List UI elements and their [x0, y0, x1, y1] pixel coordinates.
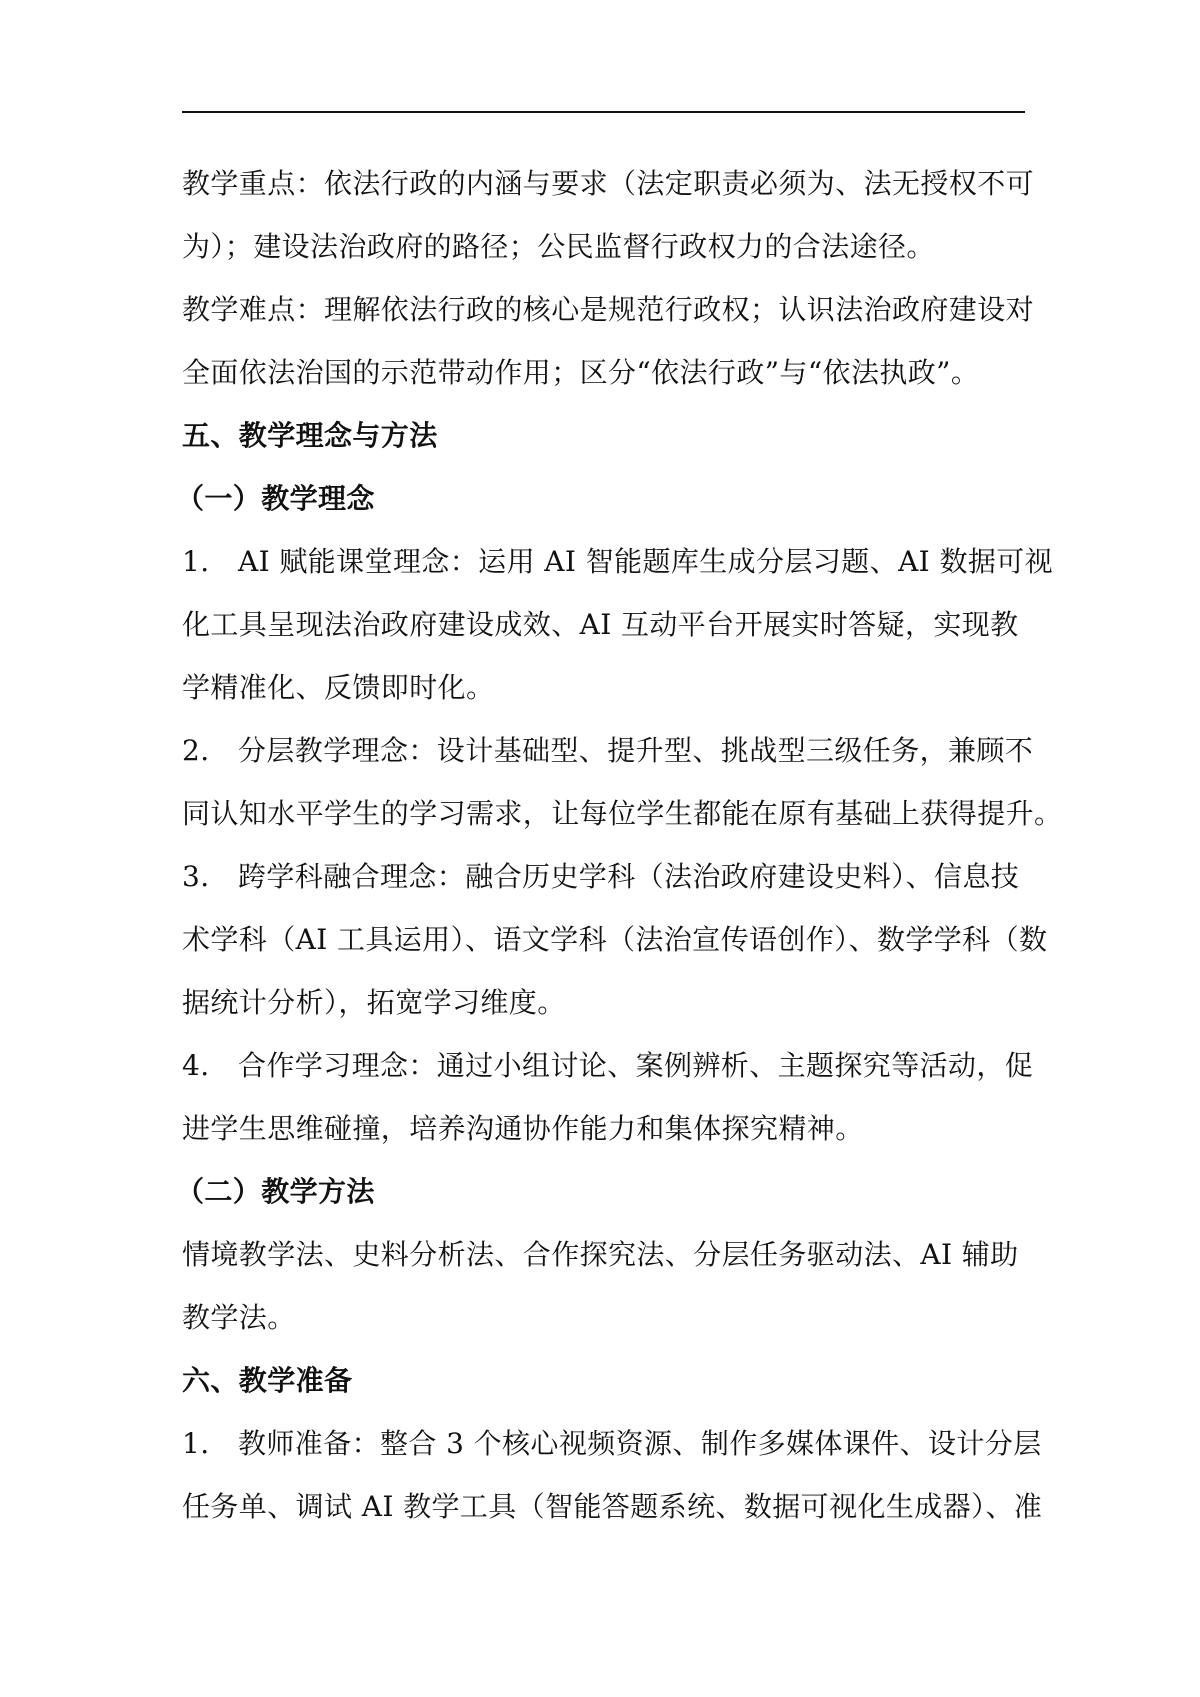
- list-item-number: 1.: [182, 1427, 210, 1460]
- paragraph-line: 同认知水平学生的学习需求，让每位学生都能在原有基础上获得提升。: [182, 797, 1063, 830]
- paragraph-line: 全面依法治国的示范带动作用；区分“依法行政”与“依法执政”。: [182, 356, 980, 389]
- paragraph-line: 术学科（AI 工具运用）、语文学科（法治宣传语创作）、数学学科（数: [182, 923, 1048, 956]
- paragraph-line: 据统计分析），拓宽学习维度。: [182, 986, 566, 1019]
- list-item-number: 2.: [182, 734, 210, 767]
- paragraph-line: 任务单、调试 AI 教学工具（智能答题系统、数据可视化生成器）、准: [182, 1490, 1043, 1523]
- list-item-number: 1.: [182, 545, 210, 578]
- paragraph-line: 教学难点：理解依法行政的核心是规范行政权；认识法治政府建设对: [182, 293, 1035, 326]
- list-item-text: AI 赋能课堂理念：运用 AI 智能题库生成分层习题、AI 数据可视: [238, 545, 1054, 578]
- paragraph-line: 教学法。: [182, 1301, 296, 1334]
- document-body: [176, 152, 1063, 1538]
- subsection-heading: （一）教学理念: [176, 482, 375, 515]
- paragraph-line: 学精准化、反馈即时化。: [182, 671, 495, 704]
- list-item: [182, 530, 1054, 593]
- list-item-text: 合作学习理念：通过小组讨论、案例辨析、主题探究等活动，促: [238, 1049, 1034, 1082]
- subsection-heading: （二）教学方法: [176, 1175, 375, 1208]
- list-item-text: 教师准备：整合 3 个核心视频资源、制作多媒体课件、设计分层: [238, 1427, 1042, 1460]
- paragraph-line: 化工具呈现法治政府建设成效、AI 互动平台开展实时答疑，实现教: [182, 608, 1019, 641]
- list-item: [182, 719, 1034, 782]
- paragraph-line: 情境教学法、史料分析法、合作探究法、分层任务驱动法、AI 辅助: [182, 1238, 1019, 1271]
- section-heading: 五、教学理念与方法: [182, 419, 438, 452]
- list-item: [182, 845, 1025, 908]
- paragraph-line: 为）；建设法治政府的路径；公民监督行政权力的合法途径。: [182, 230, 935, 263]
- list-item-text: 跨学科融合理念：融合历史学科（法治政府建设史料）、信息技: [238, 860, 1020, 893]
- section-heading: 六、教学准备: [182, 1364, 353, 1397]
- list-item: [182, 1034, 1034, 1097]
- header-rule: [182, 111, 1025, 113]
- paragraph-line: 教学重点：依法行政的内涵与要求（法定职责必须为、法无授权不可: [182, 167, 1035, 200]
- paragraph-line: 进学生思维碰撞，培养沟通协作能力和集体探究精神。: [182, 1112, 864, 1145]
- list-item-number: 3.: [182, 860, 210, 893]
- list-item-number: 4.: [182, 1049, 210, 1082]
- list-item-text: 分层教学理念：设计基础型、提升型、挑战型三级任务，兼顾不: [238, 734, 1034, 767]
- list-item: [182, 1412, 1042, 1475]
